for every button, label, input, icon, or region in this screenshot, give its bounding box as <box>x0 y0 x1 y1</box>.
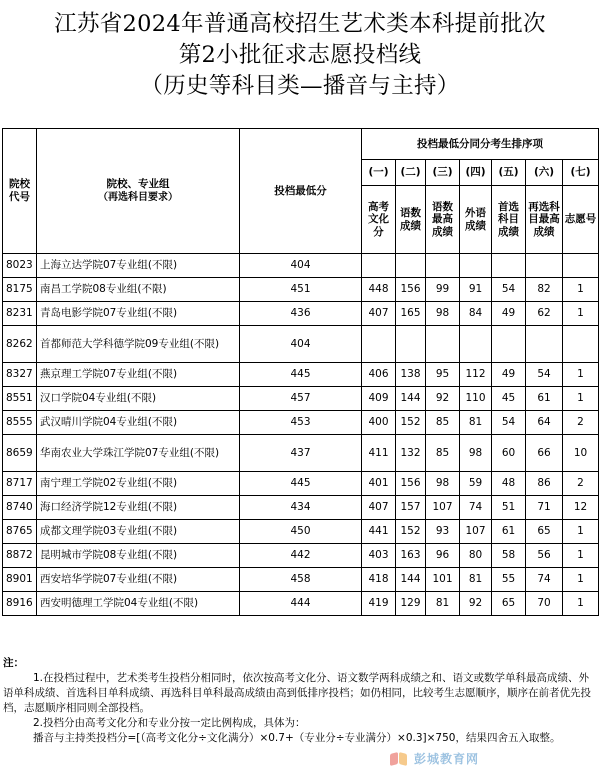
table-row <box>3 411 599 435</box>
cell-chinese-math-max: 85 <box>426 411 460 435</box>
cell-second-subject-max: 61 <box>526 387 563 411</box>
cell-preference-no: 12 <box>563 496 599 520</box>
cell-preference-no: 1 <box>563 544 599 568</box>
cell-first-subject: 49 <box>492 302 526 326</box>
table-row <box>3 520 599 544</box>
cell-chinese-math-max: 92 <box>426 387 460 411</box>
table-row <box>3 568 599 592</box>
cell-chinese-math-max: 96 <box>426 544 460 568</box>
cell-code: 8916 <box>3 592 37 616</box>
cell-culture-score: 400 <box>362 411 396 435</box>
cell-second-subject-max: 66 <box>526 435 563 472</box>
cell-second-subject-max: 54 <box>526 363 563 387</box>
notes-title: 注： <box>3 657 24 669</box>
cell-min-score: 404 <box>240 254 362 278</box>
cell-min-score: 445 <box>240 363 362 387</box>
cell-name: 南昌工学院08专业组(不限) <box>37 278 240 302</box>
cell-foreign-language: 74 <box>460 496 492 520</box>
cell-foreign-language: 81 <box>460 568 492 592</box>
cell-culture-score: 419 <box>362 592 396 616</box>
cell-second-subject-max: 71 <box>526 496 563 520</box>
cell-second-subject-max: 65 <box>526 520 563 544</box>
cell-chinese-math: 156 <box>396 278 426 302</box>
cell-chinese-math: 129 <box>396 592 426 616</box>
title-line-2: 第2小批征求志愿投档线 <box>178 42 422 68</box>
table-row <box>3 472 599 496</box>
header-name <box>37 129 240 254</box>
cell-chinese-math <box>396 254 426 278</box>
cell-second-subject-max: 62 <box>526 302 563 326</box>
cell-culture-score: 448 <box>362 278 396 302</box>
cell-first-subject: 61 <box>492 520 526 544</box>
cell-first-subject: 45 <box>492 387 526 411</box>
cell-min-score: 442 <box>240 544 362 568</box>
cell-foreign-language: 59 <box>460 472 492 496</box>
cell-code: 8659 <box>3 435 37 472</box>
note-formula: 播音与主持类投档分=[（高考文化分÷文化满分）×0.7+（专业分÷专业满分）×0.3]×750，结果四舍五入取整。 <box>33 732 561 744</box>
header-col-label: 志愿号 <box>563 186 599 254</box>
cell-chinese-math-max: 107 <box>426 496 460 520</box>
cell-preference-no: 2 <box>563 411 599 435</box>
cell-chinese-math-max: 98 <box>426 302 460 326</box>
cell-name: 西安培华学院07专业组(不限) <box>37 568 240 592</box>
cell-chinese-math <box>396 326 426 363</box>
cell-first-subject <box>492 254 526 278</box>
cell-preference-no: 1 <box>563 302 599 326</box>
cell-foreign-language: 92 <box>460 592 492 616</box>
cell-name: 西安明德理工学院04专业组(不限) <box>37 592 240 616</box>
header-col-label: 外语成绩 <box>460 186 492 254</box>
cell-second-subject-max: 56 <box>526 544 563 568</box>
cell-culture-score: 407 <box>362 496 396 520</box>
note-paragraph-1: 1.在投档过程中，艺术类考生投档分相同时，依次按高考文化分、语文数学两科成绩之和、语文或数学单科最高成绩、外语单科成绩、首选科目单科成绩、再选科目单科最高成绩由高到低排序投档；如仍相同，比较考生志愿顺序，顺序在前者优先投档，志愿顺序相同则全部投档。 <box>3 672 591 714</box>
book-logo-icon <box>390 751 408 767</box>
cell-chinese-math-max: 98 <box>426 472 460 496</box>
header-col-num: (五) <box>492 160 526 186</box>
table-row <box>3 302 599 326</box>
cell-preference-no: 2 <box>563 472 599 496</box>
cell-second-subject-max: 86 <box>526 472 563 496</box>
cell-foreign-language: 112 <box>460 363 492 387</box>
title-line-1: 江苏省2024年普通高校招生艺术类本科提前批次 <box>54 11 546 37</box>
table-row <box>3 363 599 387</box>
cell-code: 8551 <box>3 387 37 411</box>
cell-foreign-language: 91 <box>460 278 492 302</box>
cell-second-subject-max <box>526 254 563 278</box>
cell-name: 青岛电影学院07专业组(不限) <box>37 302 240 326</box>
cell-foreign-language: 107 <box>460 520 492 544</box>
notes-section <box>3 656 597 746</box>
cell-chinese-math: 157 <box>396 496 426 520</box>
table-row <box>3 544 599 568</box>
cell-code: 8023 <box>3 254 37 278</box>
header-col-label: 再选科目最高成绩 <box>526 186 563 254</box>
cell-chinese-math-max <box>426 326 460 363</box>
cell-first-subject: 55 <box>492 568 526 592</box>
header-col-num: (一) <box>362 160 396 186</box>
header-col-label: 语数最高成绩 <box>426 186 460 254</box>
watermark <box>390 750 479 767</box>
header-col-num: (七) <box>563 160 599 186</box>
cell-code: 8262 <box>3 326 37 363</box>
cell-culture-score <box>362 326 396 363</box>
cell-culture-score: 403 <box>362 544 396 568</box>
cell-chinese-math-max: 99 <box>426 278 460 302</box>
cell-first-subject: 58 <box>492 544 526 568</box>
cell-chinese-math: 144 <box>396 568 426 592</box>
cell-preference-no <box>563 254 599 278</box>
cell-chinese-math: 165 <box>396 302 426 326</box>
cell-chinese-math: 163 <box>396 544 426 568</box>
cell-chinese-math-max: 81 <box>426 592 460 616</box>
cell-min-score: 453 <box>240 411 362 435</box>
cell-chinese-math-max: 85 <box>426 435 460 472</box>
cell-preference-no: 1 <box>563 568 599 592</box>
cell-chinese-math: 138 <box>396 363 426 387</box>
cell-first-subject: 54 <box>492 278 526 302</box>
cell-foreign-language: 81 <box>460 411 492 435</box>
cell-name: 华南农业大学珠江学院07专业组(不限) <box>37 435 240 472</box>
cell-min-score: 434 <box>240 496 362 520</box>
cell-culture-score: 407 <box>362 302 396 326</box>
cell-name: 海口经济学院12专业组(不限) <box>37 496 240 520</box>
cell-min-score: 458 <box>240 568 362 592</box>
cell-foreign-language <box>460 254 492 278</box>
cell-code: 8327 <box>3 363 37 387</box>
cell-code: 8901 <box>3 568 37 592</box>
cell-preference-no: 1 <box>563 278 599 302</box>
cell-code: 8740 <box>3 496 37 520</box>
table-row <box>3 496 599 520</box>
cell-chinese-math: 144 <box>396 387 426 411</box>
cell-code: 8175 <box>3 278 37 302</box>
cell-preference-no: 1 <box>563 592 599 616</box>
header-code: 院校代号 <box>3 129 37 254</box>
table-row <box>3 278 599 302</box>
cell-foreign-language <box>460 326 492 363</box>
cell-foreign-language: 84 <box>460 302 492 326</box>
cell-culture-score <box>362 254 396 278</box>
cell-chinese-math-max: 93 <box>426 520 460 544</box>
cell-min-score: 445 <box>240 472 362 496</box>
cell-chinese-math: 132 <box>396 435 426 472</box>
cell-preference-no: 1 <box>563 363 599 387</box>
cell-first-subject: 48 <box>492 472 526 496</box>
header-col-num: (二) <box>396 160 426 186</box>
cell-min-score: 436 <box>240 302 362 326</box>
header-col-label: 首选科目成绩 <box>492 186 526 254</box>
cell-first-subject <box>492 326 526 363</box>
header-min-score: 投档最低分 <box>240 129 362 254</box>
cell-min-score: 451 <box>240 278 362 302</box>
cell-foreign-language: 98 <box>460 435 492 472</box>
cell-foreign-language: 110 <box>460 387 492 411</box>
header-col-num: (三) <box>426 160 460 186</box>
cell-name: 南宁理工学院02专业组(不限) <box>37 472 240 496</box>
cell-name: 上海立达学院07专业组(不限) <box>37 254 240 278</box>
table-row <box>3 435 599 472</box>
table-row <box>3 254 599 278</box>
cell-code: 8717 <box>3 472 37 496</box>
cell-code: 8872 <box>3 544 37 568</box>
cell-preference-no: 1 <box>563 387 599 411</box>
score-table <box>2 128 599 616</box>
cell-culture-score: 406 <box>362 363 396 387</box>
cell-culture-score: 401 <box>362 472 396 496</box>
cell-preference-no: 1 <box>563 520 599 544</box>
cell-preference-no <box>563 326 599 363</box>
cell-culture-score: 441 <box>362 520 396 544</box>
cell-first-subject: 51 <box>492 496 526 520</box>
table-row <box>3 387 599 411</box>
header-rank-group: 投档最低分同分考生排序项 <box>362 129 599 160</box>
cell-code: 8231 <box>3 302 37 326</box>
cell-first-subject: 65 <box>492 592 526 616</box>
table-row <box>3 326 599 363</box>
cell-name: 昆明城市学院08专业组(不限) <box>37 544 240 568</box>
note-paragraph-2: 2.投档分由高考文化分和专业分按一定比例构成，具体为： <box>33 717 306 729</box>
cell-min-score: 437 <box>240 435 362 472</box>
cell-chinese-math: 152 <box>396 520 426 544</box>
cell-min-score: 457 <box>240 387 362 411</box>
cell-second-subject-max: 82 <box>526 278 563 302</box>
cell-name: 燕京理工学院07专业组(不限) <box>37 363 240 387</box>
cell-second-subject-max: 70 <box>526 592 563 616</box>
header-name-line2: （再选科目要求） <box>98 191 178 203</box>
cell-min-score: 450 <box>240 520 362 544</box>
cell-code: 8555 <box>3 411 37 435</box>
header-name-line1: 院校、专业组 <box>106 178 170 191</box>
cell-foreign-language: 80 <box>460 544 492 568</box>
cell-name: 武汉晴川学院04专业组(不限) <box>37 411 240 435</box>
cell-name: 成都文理学院03专业组(不限) <box>37 520 240 544</box>
cell-culture-score: 418 <box>362 568 396 592</box>
cell-second-subject-max: 74 <box>526 568 563 592</box>
cell-code: 8765 <box>3 520 37 544</box>
cell-name: 汉口学院04专业组(不限) <box>37 387 240 411</box>
cell-second-subject-max <box>526 326 563 363</box>
cell-preference-no: 10 <box>563 435 599 472</box>
header-col-label: 语数成绩 <box>396 186 426 254</box>
header-col-label: 高考文化分 <box>362 186 396 254</box>
watermark-text: 彭城教育网 <box>414 752 480 766</box>
cell-chinese-math: 156 <box>396 472 426 496</box>
cell-first-subject: 49 <box>492 363 526 387</box>
document-title <box>0 0 600 102</box>
cell-min-score: 444 <box>240 592 362 616</box>
cell-name: 首都师范大学科德学院09专业组(不限) <box>37 326 240 363</box>
cell-chinese-math: 152 <box>396 411 426 435</box>
cell-min-score: 404 <box>240 326 362 363</box>
cell-chinese-math-max <box>426 254 460 278</box>
title-line-3: （历史等科目类—播音与主持） <box>140 73 460 99</box>
cell-chinese-math-max: 95 <box>426 363 460 387</box>
cell-culture-score: 411 <box>362 435 396 472</box>
cell-culture-score: 409 <box>362 387 396 411</box>
cell-second-subject-max: 64 <box>526 411 563 435</box>
cell-first-subject: 60 <box>492 435 526 472</box>
cell-chinese-math-max: 101 <box>426 568 460 592</box>
header-col-num: (六) <box>526 160 563 186</box>
table-row <box>3 592 599 616</box>
cell-first-subject: 54 <box>492 411 526 435</box>
header-col-num: (四) <box>460 160 492 186</box>
